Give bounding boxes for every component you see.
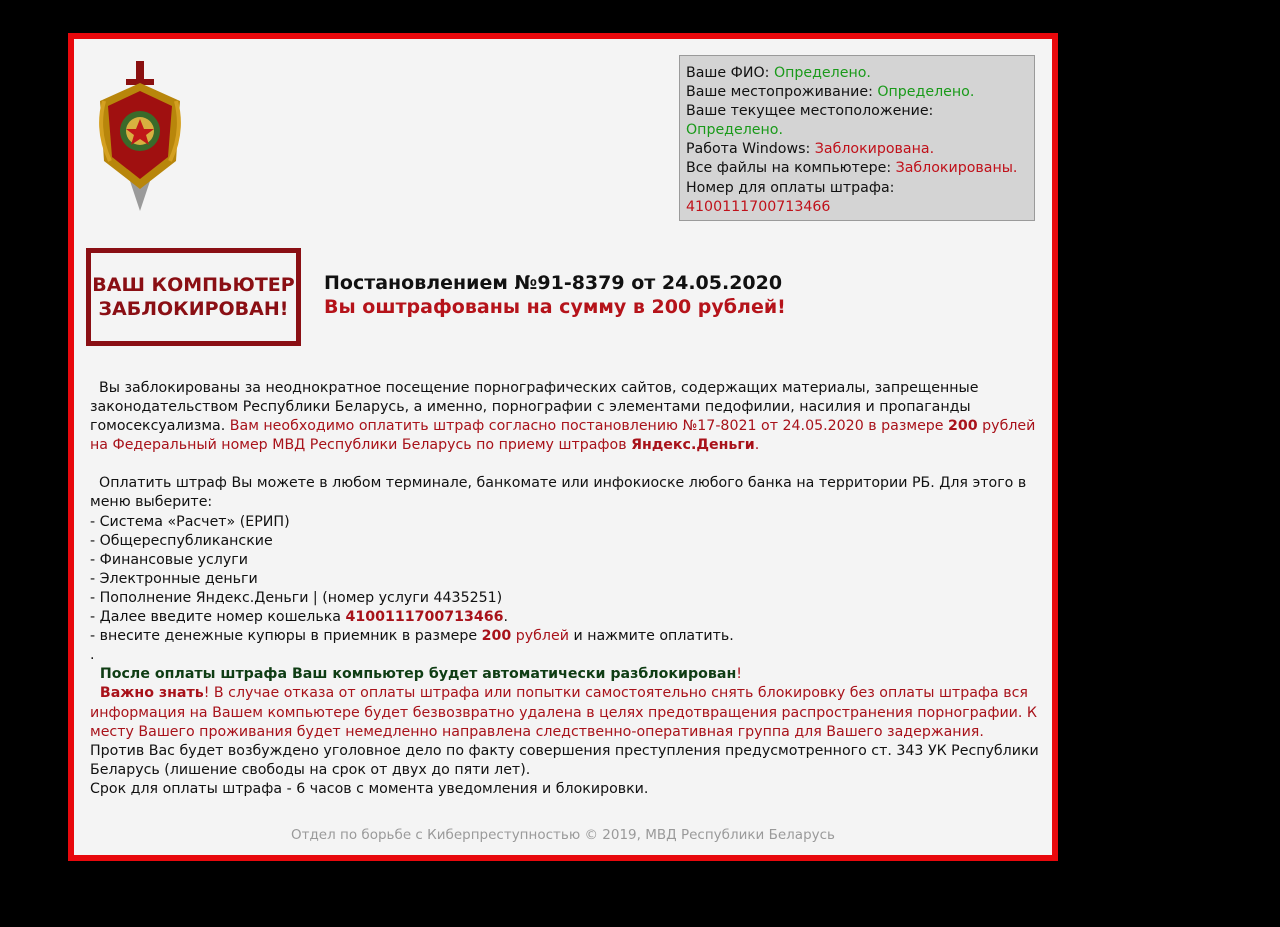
- fine-heading: Вы оштрафованы на сумму в 200 рублей!: [324, 296, 786, 318]
- list-item: - Пополнение Яндекс.Деньги | (номер услуги 4435251): [90, 589, 503, 606]
- locked-banner-line1: ВАШ КОМПЬЮТЕР: [92, 274, 295, 296]
- locked-banner: [86, 248, 301, 346]
- dot-line: .: [90, 647, 95, 664]
- info-payment-number: 4100111700713466: [686, 198, 831, 215]
- info-location-value: Определено.: [686, 122, 783, 139]
- info-windows: Работа Windows: Заблокирована.: [686, 141, 935, 158]
- list-item: - Система «Расчет» (ЕРИП): [90, 513, 290, 530]
- info-location-label: Ваше текущее местоположение:: [686, 103, 934, 120]
- paragraph-payment-intro: Оплатить штраф Вы можете в любом терминале, банкомате или инфокиоске любого банка на территории РБ. Для этого в меню выберите:: [90, 475, 1031, 511]
- detection-info-panel: [679, 55, 1035, 221]
- info-fio: Ваше ФИО: Определено.: [686, 65, 871, 81]
- locked-banner-line2: ЗАБЛОКИРОВАН!: [98, 298, 289, 320]
- list-item: - Общереспубликанские: [90, 532, 273, 549]
- deadline-text: Срок для оплаты штрафа - 6 часов с момента уведомления и блокировки.: [90, 780, 649, 797]
- list-item: - Финансовые услуги: [90, 551, 248, 568]
- decree-heading: Постановлением №91-8379 от 24.05.2020: [324, 272, 783, 294]
- warning-paragraph: Важно знать! В случае отказа от оплаты штрафа или попытки самостоятельно снять блокировку без оплаты штрафа вся информация на Вашем компьютере будет безвозвратно удалена в целях предотвращения распространения порнографии. К месту Вашего проживания будет немедленно направлена следственно-оперативная группа для Вашего задержания. Против Вас будет возбуждено уголовное дело по факту совершения преступления предусмотренного ст. 343 УК Республики Беларусь (лишение свободы на срок от двух до пяти лет).: [90, 685, 1044, 778]
- info-files: Все файлы на компьютере: Заблокированы.: [686, 160, 1018, 177]
- info-payment-label: Номер для оплаты штрафа:: [686, 179, 895, 196]
- footer-copyright: Отдел по борьбе с Киберпреступностью © 2019, МВД Республики Беларусь: [290, 827, 836, 843]
- list-item-bills: - внесите денежные купюры в приемник в размере 200 рублей и нажмите оплатить.: [90, 628, 734, 645]
- ransom-window: [68, 33, 1058, 861]
- paragraph-accusation: Вы заблокированы за неоднократное посещение порнографических сайтов, содержащих материалы, запрещенные законодательством Республики Беларусь, а именно, порнографии с элементами педофилии, насилия и пропаганды гомосексуализма. Вам необходимо оплатить штраф согласно постановлению №17-8021 от 24.05.2020 в размере 200 рублей на Федеральный номер МВД Республики Беларусь по приему штрафов Яндекс.Деньги.: [90, 380, 1040, 454]
- message-body: [90, 379, 1044, 799]
- info-residence: Ваше местопроживание: Определено.: [686, 84, 975, 101]
- list-item: - Электронные деньги: [90, 570, 258, 587]
- shield-emblem-icon: [90, 61, 190, 221]
- list-item-wallet: - Далее введите номер кошелька 4100111700713466.: [90, 609, 508, 626]
- unlock-notice: После оплаты штрафа Ваш компьютер будет автоматически разблокирован!: [90, 666, 742, 683]
